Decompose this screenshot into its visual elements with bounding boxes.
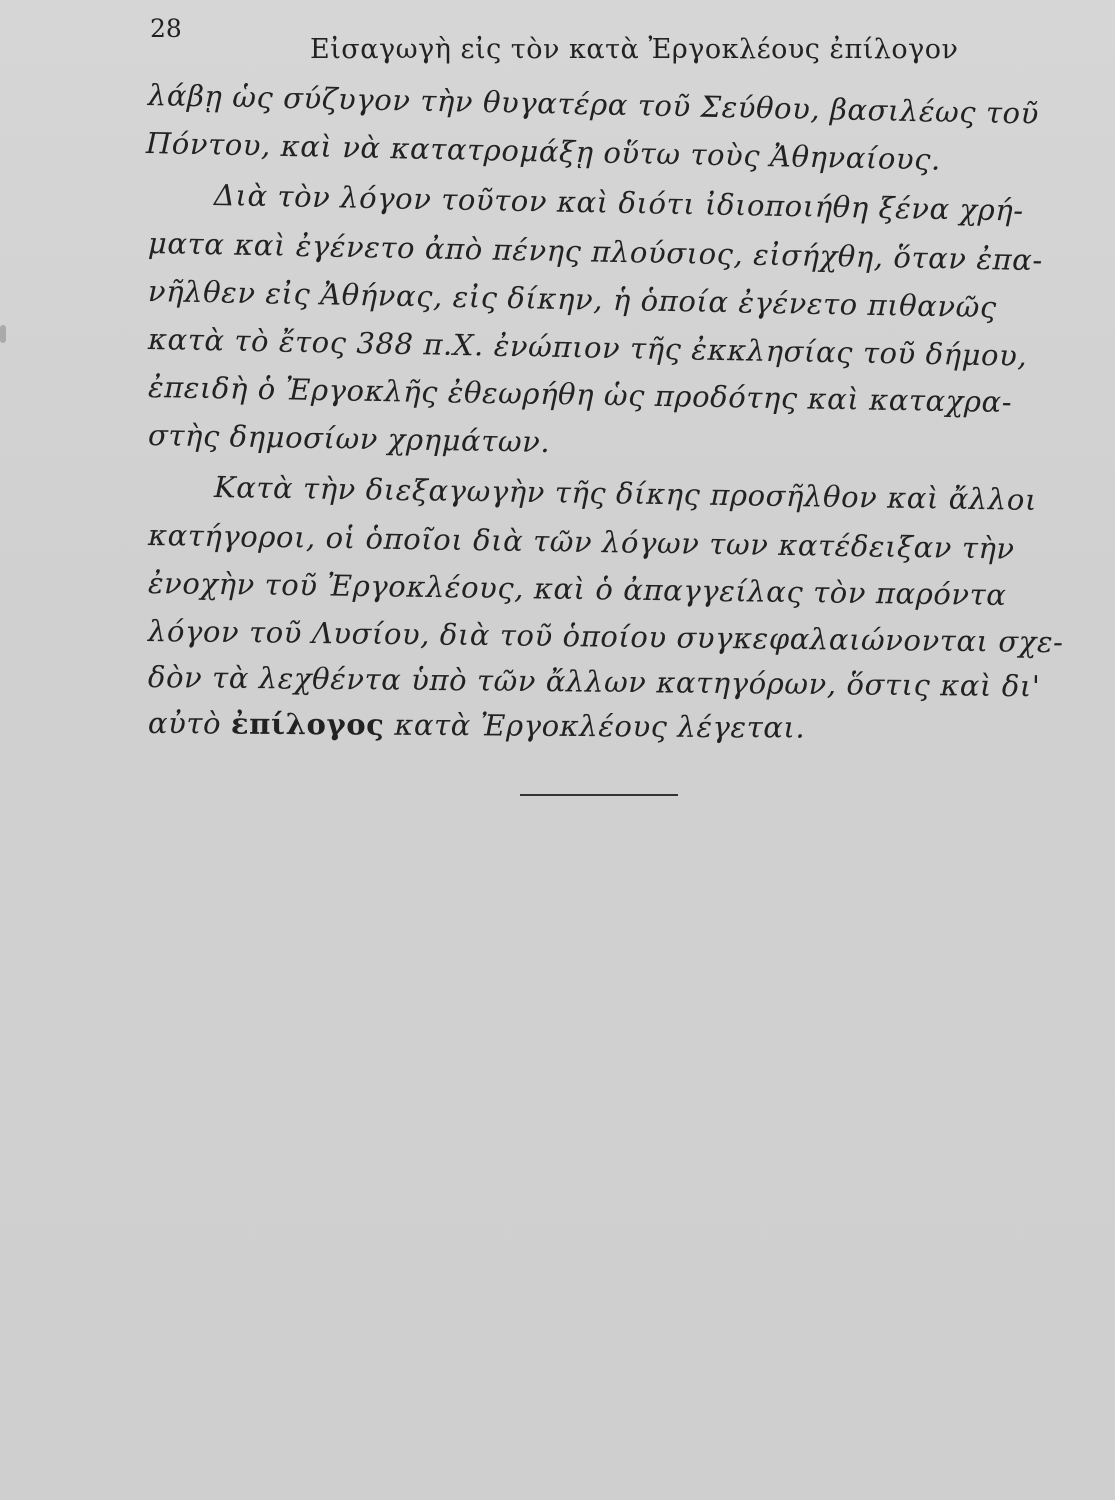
text-line: Πόντου, καὶ νὰ κατατρομάξῃ οὕτω τοὺς Ἀθηναίους. bbox=[145, 126, 942, 177]
text-line: ἐνοχὴν τοῦ Ἐργοκλέους, καὶ ὁ ἀπαγγείλας τὸν παρόντα bbox=[147, 566, 1007, 612]
text-line: νῆλθεν εἰς Ἀθήνας, εἰς δίκην, ἡ ὁποία ἐγένετο πιθανῶς bbox=[147, 274, 998, 325]
text-line: στὴς δημοσίων χρημάτων. bbox=[147, 418, 551, 460]
section-divider bbox=[520, 794, 678, 796]
text-line-final bbox=[148, 706, 806, 745]
text-line: ἐπειδὴ ὁ Ἐργοκλῆς ἐθεωρήθη ὡς προδότης καὶ καταχρα- bbox=[147, 370, 1013, 420]
text-line: κατήγοροι, οἱ ὁποῖοι διὰ τῶν λόγων των κατέδειξαν τὴν bbox=[147, 518, 1015, 566]
line-start: αὐτὸ bbox=[147, 706, 222, 741]
bold-term: ἐπίλογος bbox=[230, 706, 385, 742]
text-line: λάβῃ ὡς σύζυγον τὴν θυγατέρα τοῦ Σεύθου, βασιλέως τοῦ bbox=[147, 78, 1040, 131]
page-edge-mark bbox=[0, 325, 6, 343]
text-line: ματα καὶ ἐγένετο ἀπὸ πένης πλούσιος, εἰσήχθη, ὅταν ἐπα- bbox=[147, 226, 1044, 278]
text-line: Κατὰ τὴν διεξαγωγὴν τῆς δίκης προσῆλθον καὶ ἄλλοι bbox=[213, 470, 1038, 517]
running-title: Εἰσαγωγὴ εἰς τὸν κατὰ Ἐργοκλέους ἐπίλογον bbox=[310, 34, 959, 65]
text-line: δὸν τὰ λεχθέντα ὑπὸ τῶν ἄλλων κατηγόρων, ὅστις καὶ δι' bbox=[147, 660, 1041, 704]
page-number: 28 bbox=[150, 14, 182, 43]
text-line: λόγον τοῦ Λυσίου, διὰ τοῦ ὁποίου συγκεφαλαιώνονται σχε- bbox=[147, 614, 1064, 660]
line-end: κατὰ Ἐργοκλέους λέγεται. bbox=[394, 707, 806, 745]
text-line: Διὰ τὸν λόγον τοῦτον καὶ διότι ἰδιοποιήθη ξένα χρή- bbox=[213, 178, 1025, 228]
text-line: κατὰ τὸ ἔτος 388 π.Χ. ἐνώπιον τῆς ἐκκλησίας τοῦ δήμου, bbox=[147, 322, 1028, 373]
